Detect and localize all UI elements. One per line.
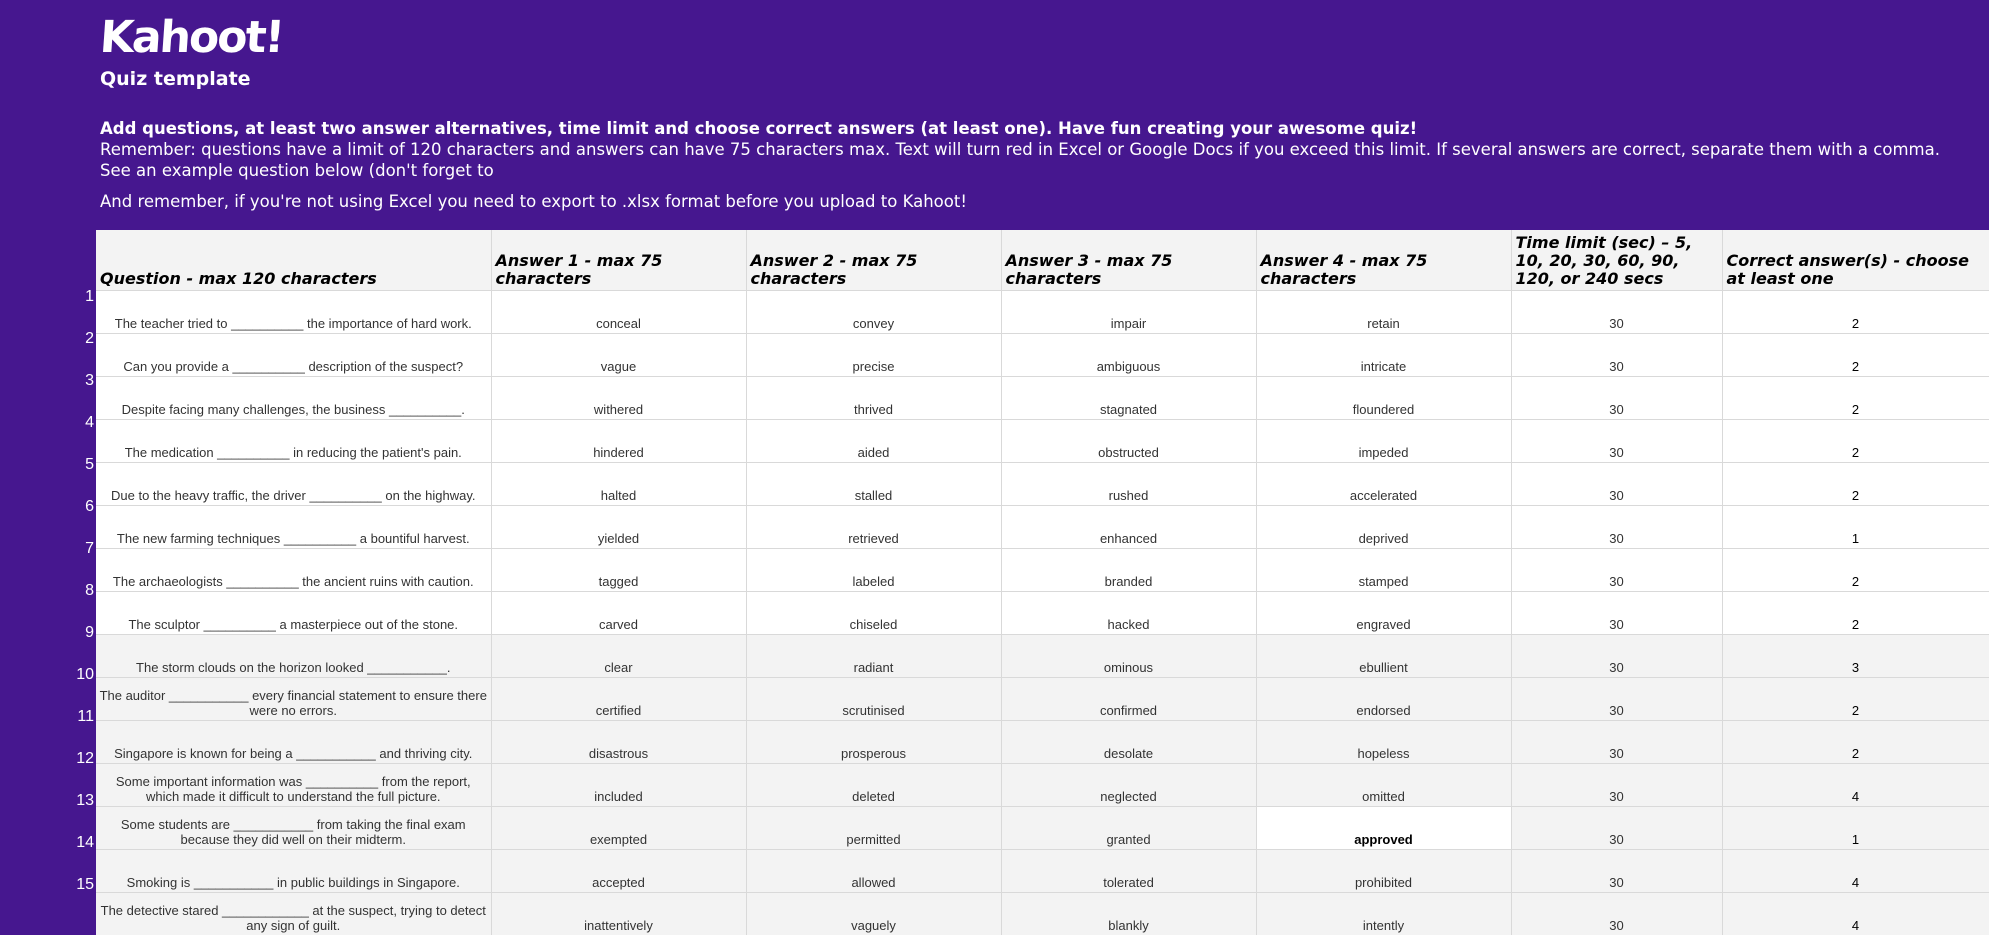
col-header-time-limit[interactable]: Time limit (sec) – 5, 10, 20, 30, 60, 90, 120, or 240 secs bbox=[1511, 230, 1722, 291]
instructions-line-2: Remember: questions have a limit of 120 characters and answers can have 75 characters max. Text will turn red in Excel or Google Docs if you exceed this limit. If several answers are correct, separate them with a comma. bbox=[100, 139, 1960, 160]
cell-correct-answer[interactable]: 4 bbox=[1722, 764, 1989, 807]
row-number: 14 bbox=[76, 834, 94, 852]
cell-answer-1[interactable]: clear bbox=[491, 635, 746, 678]
cell-correct-answer[interactable]: 2 bbox=[1722, 377, 1989, 420]
instructions bbox=[100, 118, 1960, 212]
table-row bbox=[96, 334, 1989, 377]
cell-answer-4[interactable]: deprived bbox=[1256, 506, 1511, 549]
cell-question[interactable]: Some students are ___________ from taking the final exam because they did well on their midterm. bbox=[96, 807, 491, 850]
cell-answer-2[interactable]: labeled bbox=[746, 549, 1001, 592]
col-header-correct-answer[interactable]: Correct answer(s) - choose at least one bbox=[1722, 230, 1989, 291]
page-subtitle: Quiz template bbox=[100, 68, 251, 90]
cell-answer-3[interactable]: rushed bbox=[1001, 463, 1256, 506]
cell-time-limit[interactable]: 30 bbox=[1511, 549, 1722, 592]
cell-answer-1[interactable]: hindered bbox=[491, 420, 746, 463]
row-number: 4 bbox=[85, 414, 94, 432]
instructions-line-4: And remember, if you're not using Excel you need to export to .xlsx format before you upload to Kahoot! bbox=[100, 191, 1960, 212]
cell-answer-2[interactable]: vaguely bbox=[746, 893, 1001, 935]
cell-time-limit[interactable]: 30 bbox=[1511, 721, 1722, 764]
cell-answer-4[interactable]: stamped bbox=[1256, 549, 1511, 592]
cell-answer-4[interactable]: approved bbox=[1256, 807, 1511, 850]
cell-question[interactable]: The new farming techniques __________ a bountiful harvest. bbox=[96, 506, 491, 549]
cell-answer-2[interactable]: thrived bbox=[746, 377, 1001, 420]
cell-correct-answer[interactable]: 4 bbox=[1722, 850, 1989, 893]
cell-answer-2[interactable]: permitted bbox=[746, 807, 1001, 850]
cell-answer-3[interactable]: obstructed bbox=[1001, 420, 1256, 463]
cell-answer-3[interactable]: tolerated bbox=[1001, 850, 1256, 893]
cell-correct-answer[interactable]: 2 bbox=[1722, 334, 1989, 377]
cell-answer-3[interactable]: confirmed bbox=[1001, 678, 1256, 721]
cell-answer-4[interactable]: intricate bbox=[1256, 334, 1511, 377]
row-number: 8 bbox=[85, 582, 94, 600]
cell-question[interactable]: The storm clouds on the horizon looked ___________. bbox=[96, 635, 491, 678]
instructions-line-1: Add questions, at least two answer alternatives, time limit and choose correct answers (at least one). Have fun creating your awesome quiz! bbox=[100, 118, 1960, 139]
cell-answer-2[interactable]: retrieved bbox=[746, 506, 1001, 549]
cell-correct-answer[interactable]: 2 bbox=[1722, 463, 1989, 506]
table-row bbox=[96, 549, 1989, 592]
cell-answer-2[interactable]: precise bbox=[746, 334, 1001, 377]
cell-answer-1[interactable]: withered bbox=[491, 377, 746, 420]
cell-answer-1[interactable]: tagged bbox=[491, 549, 746, 592]
cell-answer-1[interactable]: vague bbox=[491, 334, 746, 377]
cell-answer-1[interactable]: yielded bbox=[491, 506, 746, 549]
table-row bbox=[96, 635, 1989, 678]
table-row bbox=[96, 463, 1989, 506]
cell-answer-1[interactable]: conceal bbox=[491, 291, 746, 334]
cell-time-limit[interactable]: 30 bbox=[1511, 764, 1722, 807]
table-row bbox=[96, 420, 1989, 463]
cell-answer-4[interactable]: impeded bbox=[1256, 420, 1511, 463]
row-number: 7 bbox=[85, 540, 94, 558]
col-header-answer-2[interactable]: Answer 2 - max 75 characters bbox=[746, 230, 1001, 291]
cell-answer-2[interactable]: aided bbox=[746, 420, 1001, 463]
row-number: 1 bbox=[85, 288, 94, 306]
row-number: 12 bbox=[76, 750, 94, 768]
table-row bbox=[96, 807, 1989, 850]
row-number: 15 bbox=[76, 876, 94, 894]
cell-time-limit[interactable]: 30 bbox=[1511, 463, 1722, 506]
cell-answer-3[interactable]: stagnated bbox=[1001, 377, 1256, 420]
cell-question[interactable]: Smoking is ___________ in public buildings in Singapore. bbox=[96, 850, 491, 893]
cell-question[interactable]: The auditor ___________ every financial statement to ensure there were no errors. bbox=[96, 678, 491, 721]
cell-time-limit[interactable]: 30 bbox=[1511, 377, 1722, 420]
table-row bbox=[96, 678, 1989, 721]
col-header-answer-3[interactable]: Answer 3 - max 75 characters bbox=[1001, 230, 1256, 291]
cell-time-limit[interactable]: 30 bbox=[1511, 420, 1722, 463]
cell-time-limit[interactable]: 30 bbox=[1511, 334, 1722, 377]
cell-answer-3[interactable]: ambiguous bbox=[1001, 334, 1256, 377]
row-number: 11 bbox=[77, 708, 94, 726]
cell-correct-answer[interactable]: 2 bbox=[1722, 678, 1989, 721]
cell-time-limit[interactable]: 30 bbox=[1511, 850, 1722, 893]
col-header-answer-4[interactable]: Answer 4 - max 75 characters bbox=[1256, 230, 1511, 291]
cell-time-limit[interactable]: 30 bbox=[1511, 506, 1722, 549]
cell-answer-4[interactable]: engraved bbox=[1256, 592, 1511, 635]
cell-answer-3[interactable]: granted bbox=[1001, 807, 1256, 850]
cell-answer-2[interactable]: convey bbox=[746, 291, 1001, 334]
cell-correct-answer[interactable]: 1 bbox=[1722, 807, 1989, 850]
row-number: 5 bbox=[85, 456, 94, 474]
cell-answer-4[interactable]: endorsed bbox=[1256, 678, 1511, 721]
cell-question[interactable]: The medication __________ in reducing the patient's pain. bbox=[96, 420, 491, 463]
cell-answer-4[interactable]: omitted bbox=[1256, 764, 1511, 807]
cell-question[interactable]: The teacher tried to __________ the importance of hard work. bbox=[96, 291, 491, 334]
kahoot-logo: Kahoot! bbox=[98, 12, 284, 63]
cell-answer-1[interactable]: exempted bbox=[491, 807, 746, 850]
cell-answer-3[interactable]: ominous bbox=[1001, 635, 1256, 678]
cell-time-limit[interactable]: 30 bbox=[1511, 678, 1722, 721]
cell-answer-1[interactable]: inattentively bbox=[491, 893, 746, 935]
table-row bbox=[96, 893, 1989, 935]
table-row bbox=[96, 764, 1989, 807]
cell-answer-1[interactable]: accepted bbox=[491, 850, 746, 893]
cell-question[interactable]: Despite facing many challenges, the business __________. bbox=[96, 377, 491, 420]
cell-answer-2[interactable]: prosperous bbox=[746, 721, 1001, 764]
row-number: 6 bbox=[85, 498, 94, 516]
row-number: 3 bbox=[85, 372, 94, 390]
header-row bbox=[96, 230, 1989, 291]
cell-time-limit[interactable]: 30 bbox=[1511, 893, 1722, 935]
instructions-line-3: See an example question below (don't forget to bbox=[100, 160, 1960, 181]
cell-time-limit[interactable]: 30 bbox=[1511, 592, 1722, 635]
cell-answer-1[interactable]: disastrous bbox=[491, 721, 746, 764]
cell-correct-answer[interactable]: 2 bbox=[1722, 549, 1989, 592]
cell-answer-3[interactable]: branded bbox=[1001, 549, 1256, 592]
cell-question[interactable]: The archaeologists __________ the ancient ruins with caution. bbox=[96, 549, 491, 592]
cell-answer-4[interactable]: floundered bbox=[1256, 377, 1511, 420]
cell-answer-2[interactable]: stalled bbox=[746, 463, 1001, 506]
table-row bbox=[96, 721, 1989, 764]
cell-answer-4[interactable]: retain bbox=[1256, 291, 1511, 334]
cell-answer-2[interactable]: scrutinised bbox=[746, 678, 1001, 721]
table-row bbox=[96, 850, 1989, 893]
cell-answer-4[interactable]: prohibited bbox=[1256, 850, 1511, 893]
cell-answer-3[interactable]: impair bbox=[1001, 291, 1256, 334]
col-header-answer-1[interactable]: Answer 1 - max 75 characters bbox=[491, 230, 746, 291]
cell-answer-2[interactable]: deleted bbox=[746, 764, 1001, 807]
cell-question[interactable]: The detective stared ____________ at the suspect, trying to detect any sign of guilt. bbox=[96, 893, 491, 935]
cell-time-limit[interactable]: 30 bbox=[1511, 807, 1722, 850]
cell-answer-3[interactable]: blankly bbox=[1001, 893, 1256, 935]
cell-question[interactable]: Some important information was __________ from the report, which made it difficult to understand the full picture. bbox=[96, 764, 491, 807]
cell-answer-3[interactable]: desolate bbox=[1001, 721, 1256, 764]
cell-correct-answer[interactable]: 2 bbox=[1722, 420, 1989, 463]
cell-answer-2[interactable]: chiseled bbox=[746, 592, 1001, 635]
row-number: 9 bbox=[85, 624, 94, 642]
cell-answer-4[interactable]: accelerated bbox=[1256, 463, 1511, 506]
cell-correct-answer[interactable]: 4 bbox=[1722, 893, 1989, 935]
cell-answer-4[interactable]: hopeless bbox=[1256, 721, 1511, 764]
cell-answer-1[interactable]: included bbox=[491, 764, 746, 807]
table-row bbox=[96, 377, 1989, 420]
cell-answer-2[interactable]: allowed bbox=[746, 850, 1001, 893]
col-header-question[interactable]: Question - max 120 characters bbox=[96, 230, 491, 291]
cell-answer-4[interactable]: ebullient bbox=[1256, 635, 1511, 678]
cell-answer-3[interactable]: enhanced bbox=[1001, 506, 1256, 549]
cell-correct-answer[interactable]: 2 bbox=[1722, 721, 1989, 764]
cell-answer-1[interactable]: carved bbox=[491, 592, 746, 635]
cell-question[interactable]: Can you provide a __________ description of the suspect? bbox=[96, 334, 491, 377]
table-row bbox=[96, 291, 1989, 334]
cell-correct-answer[interactable]: 2 bbox=[1722, 592, 1989, 635]
cell-question[interactable]: Due to the heavy traffic, the driver __________ on the highway. bbox=[96, 463, 491, 506]
cell-correct-answer[interactable]: 2 bbox=[1722, 291, 1989, 334]
cell-answer-3[interactable]: hacked bbox=[1001, 592, 1256, 635]
cell-answer-3[interactable]: neglected bbox=[1001, 764, 1256, 807]
cell-answer-1[interactable]: halted bbox=[491, 463, 746, 506]
cell-correct-answer[interactable]: 1 bbox=[1722, 506, 1989, 549]
cell-question[interactable]: Singapore is known for being a ___________ and thriving city. bbox=[96, 721, 491, 764]
quiz-table bbox=[96, 230, 1989, 935]
cell-answer-1[interactable]: certified bbox=[491, 678, 746, 721]
row-number: 10 bbox=[76, 666, 94, 684]
cell-time-limit[interactable]: 30 bbox=[1511, 635, 1722, 678]
table-row bbox=[96, 592, 1989, 635]
table-row bbox=[96, 506, 1989, 549]
cell-correct-answer[interactable]: 3 bbox=[1722, 635, 1989, 678]
row-number: 2 bbox=[85, 330, 94, 348]
cell-answer-2[interactable]: radiant bbox=[746, 635, 1001, 678]
quiz-spreadsheet bbox=[96, 230, 1989, 897]
row-number: 13 bbox=[76, 792, 94, 810]
cell-question[interactable]: The sculptor __________ a masterpiece out of the stone. bbox=[96, 592, 491, 635]
cell-time-limit[interactable]: 30 bbox=[1511, 291, 1722, 334]
cell-answer-4[interactable]: intently bbox=[1256, 893, 1511, 935]
